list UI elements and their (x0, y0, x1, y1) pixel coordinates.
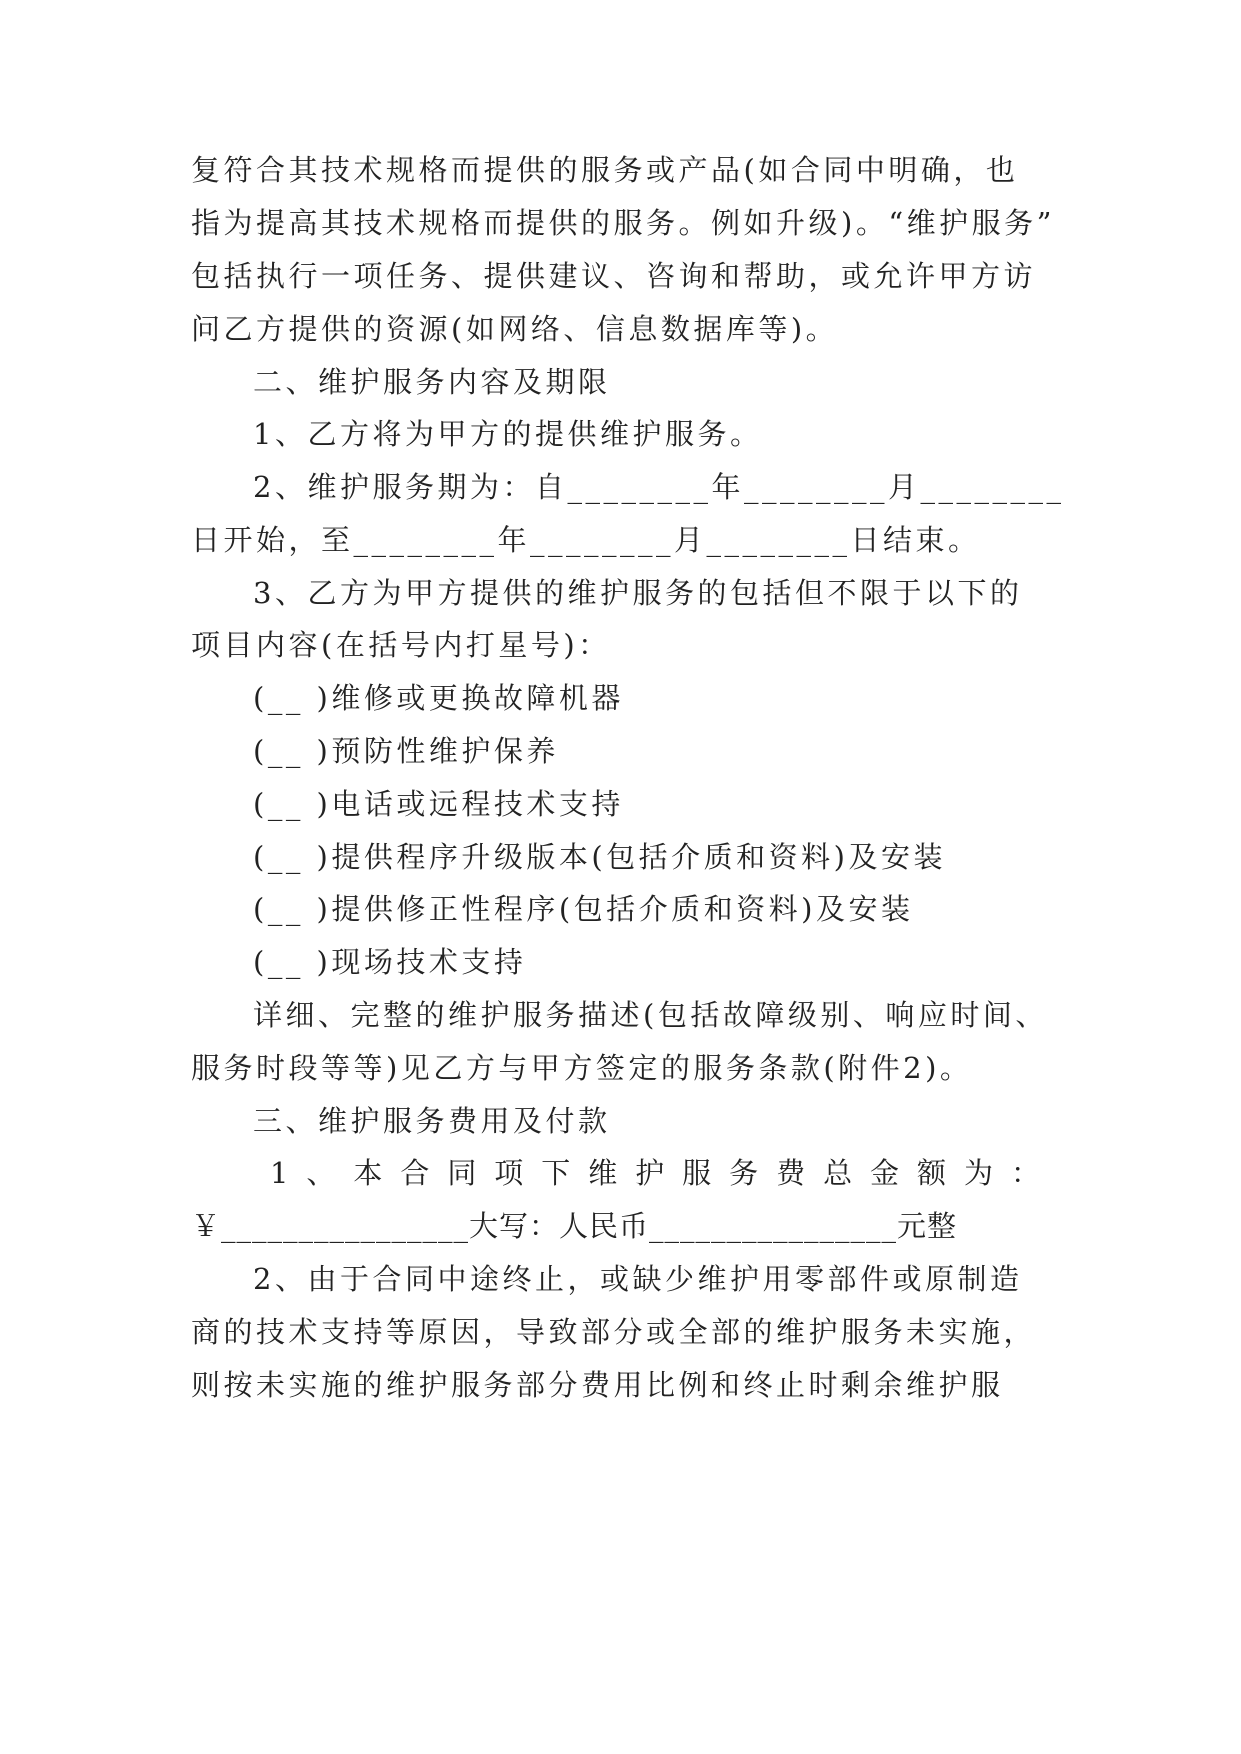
checklist-item: (__ )提供程序升级版本(包括介质和资料)及安装 (253, 840, 946, 874)
paragraph-line: 服务时段等等)见乙方与甲方签定的服务条款(附件2)。 (191, 1051, 973, 1085)
spread-char: 费 (776, 1156, 806, 1190)
paragraph-line: 商的技术支持等原因，导致部分或全部的维护服务未实施， (191, 1315, 1037, 1349)
spread-char: 为 (963, 1156, 993, 1190)
spread-char: 本 (353, 1156, 383, 1190)
checklist-item: (__ )提供修正性程序(包括介质和资料)及安装 (253, 892, 914, 926)
section-heading: 三、维护服务费用及付款 (253, 1104, 611, 1138)
paragraph-line: 项目内容(在括号内打星号)： (191, 628, 611, 662)
paragraph-line: 2、由于合同中途终止，或缺少维护用零部件或原制造 (253, 1262, 1023, 1296)
spread-char: ： (1010, 1156, 1040, 1190)
spread-char: 项 (494, 1156, 524, 1190)
paragraph-line: 日开始，至________年________月________日结束。 (191, 523, 981, 557)
spread-char: 护 (635, 1156, 665, 1190)
paragraph-line: 2、维护服务期为：自________年________月________ (253, 470, 1065, 504)
paragraph-line: 详细、完整的维护服务描述(包括故障级别、响应时间、 (253, 998, 1048, 1032)
paragraph-line: 则按未实施的维护服务部分费用比例和终止时剩余维护服 (191, 1368, 1004, 1402)
spread-char: 金 (870, 1156, 900, 1190)
paragraph-line: 问乙方提供的资源(如网络、信息数据库等)。 (191, 312, 839, 346)
paragraph-line: 1、乙方将为甲方的提供维护服务。 (253, 417, 763, 451)
spread-char: 服 (682, 1156, 712, 1190)
spread-char: 同 (447, 1156, 477, 1190)
fee-total-line (270, 1153, 1040, 1193)
paragraph-line: 3、乙方为甲方提供的维护服务的包括但不限于以下的 (253, 576, 1023, 610)
spread-char: 务 (729, 1156, 759, 1190)
checklist-item: (__ )预防性维护保养 (253, 734, 559, 768)
paragraph-line: 包括执行一项任务、提供建议、咨询和帮助，或允许甲方访 (191, 259, 1037, 293)
spread-char: 合 (400, 1156, 430, 1190)
section-heading: 二、维护服务内容及期限 (253, 365, 611, 399)
fee-amount-line: ￥________________大写：人民币________________元整 (191, 1209, 958, 1243)
spread-char: 维 (588, 1156, 618, 1190)
paragraph-line: 复符合其技术规格而提供的服务或产品(如合同中明确，也 (191, 153, 1019, 187)
spread-char: 额 (917, 1156, 947, 1190)
spread-char: 下 (541, 1156, 571, 1190)
checklist-item: (__ )电话或远程技术支持 (253, 787, 624, 821)
spread-char: 总 (823, 1156, 853, 1190)
paragraph-line: 指为提高其技术规格而提供的服务。例如升级)。“维护服务” (191, 206, 1055, 240)
spread-char: 1 (270, 1156, 289, 1190)
spread-char: 、 (306, 1156, 336, 1190)
checklist-item: (__ )现场技术支持 (253, 945, 527, 979)
checklist-item: (__ )维修或更换故障机器 (253, 681, 624, 715)
